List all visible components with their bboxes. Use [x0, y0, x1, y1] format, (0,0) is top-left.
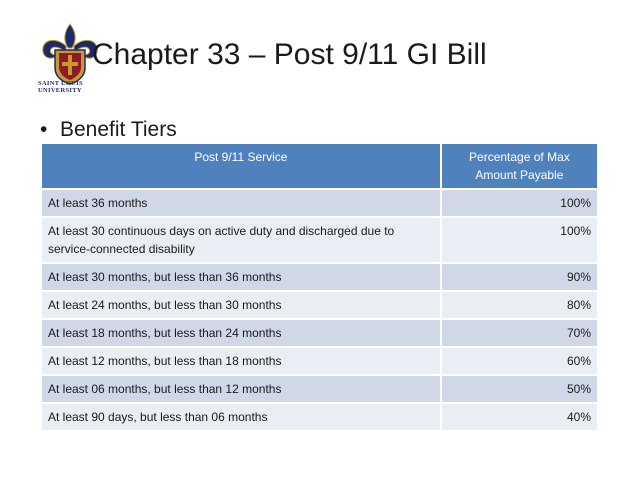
- cell-percentage: 100%: [441, 189, 597, 217]
- logo-line-1: SAINT LOUIS: [38, 80, 83, 87]
- cell-percentage: 100%: [441, 217, 597, 263]
- header-service: Post 9/11 Service: [42, 144, 441, 189]
- cell-service: At least 30 continuous days on active duty and discharged due to service-connected disability: [42, 217, 441, 263]
- cell-percentage: 70%: [441, 319, 597, 347]
- table-row: [42, 291, 597, 319]
- header-percentage: Percentage of Max Amount Payable: [441, 144, 597, 189]
- cell-service: At least 24 months, but less than 30 months: [42, 291, 441, 319]
- cell-service: At least 12 months, but less than 18 months: [42, 347, 441, 375]
- table-row: [42, 217, 597, 263]
- slide-title: Chapter 33 – Post 9/11 GI Bill: [92, 38, 487, 71]
- cell-percentage: 50%: [441, 375, 597, 403]
- table-row: [42, 403, 597, 430]
- cell-percentage: 60%: [441, 347, 597, 375]
- cell-service: At least 30 months, but less than 36 months: [42, 263, 441, 291]
- cell-percentage: 90%: [441, 263, 597, 291]
- cell-service: At least 06 months, but less than 12 months: [42, 375, 441, 403]
- cell-percentage: 80%: [441, 291, 597, 319]
- bullet-item: [40, 118, 177, 142]
- logo-line-2: UNIVERSITY: [38, 87, 82, 94]
- benefit-tiers-table: [42, 144, 597, 430]
- bullet-text: Benefit Tiers: [60, 118, 177, 141]
- cell-percentage: 40%: [441, 403, 597, 430]
- logo-wordmark: [38, 80, 108, 94]
- bullet-dot-icon: •: [40, 118, 48, 141]
- table-row: [42, 375, 597, 403]
- cell-service: At least 90 days, but less than 06 months: [42, 403, 441, 430]
- table-row: [42, 189, 597, 217]
- table-row: [42, 319, 597, 347]
- table-row: [42, 263, 597, 291]
- cell-service: At least 36 months: [42, 189, 441, 217]
- cell-service: At least 18 months, but less than 24 months: [42, 319, 441, 347]
- table-header-row: [42, 144, 597, 189]
- table-row: [42, 347, 597, 375]
